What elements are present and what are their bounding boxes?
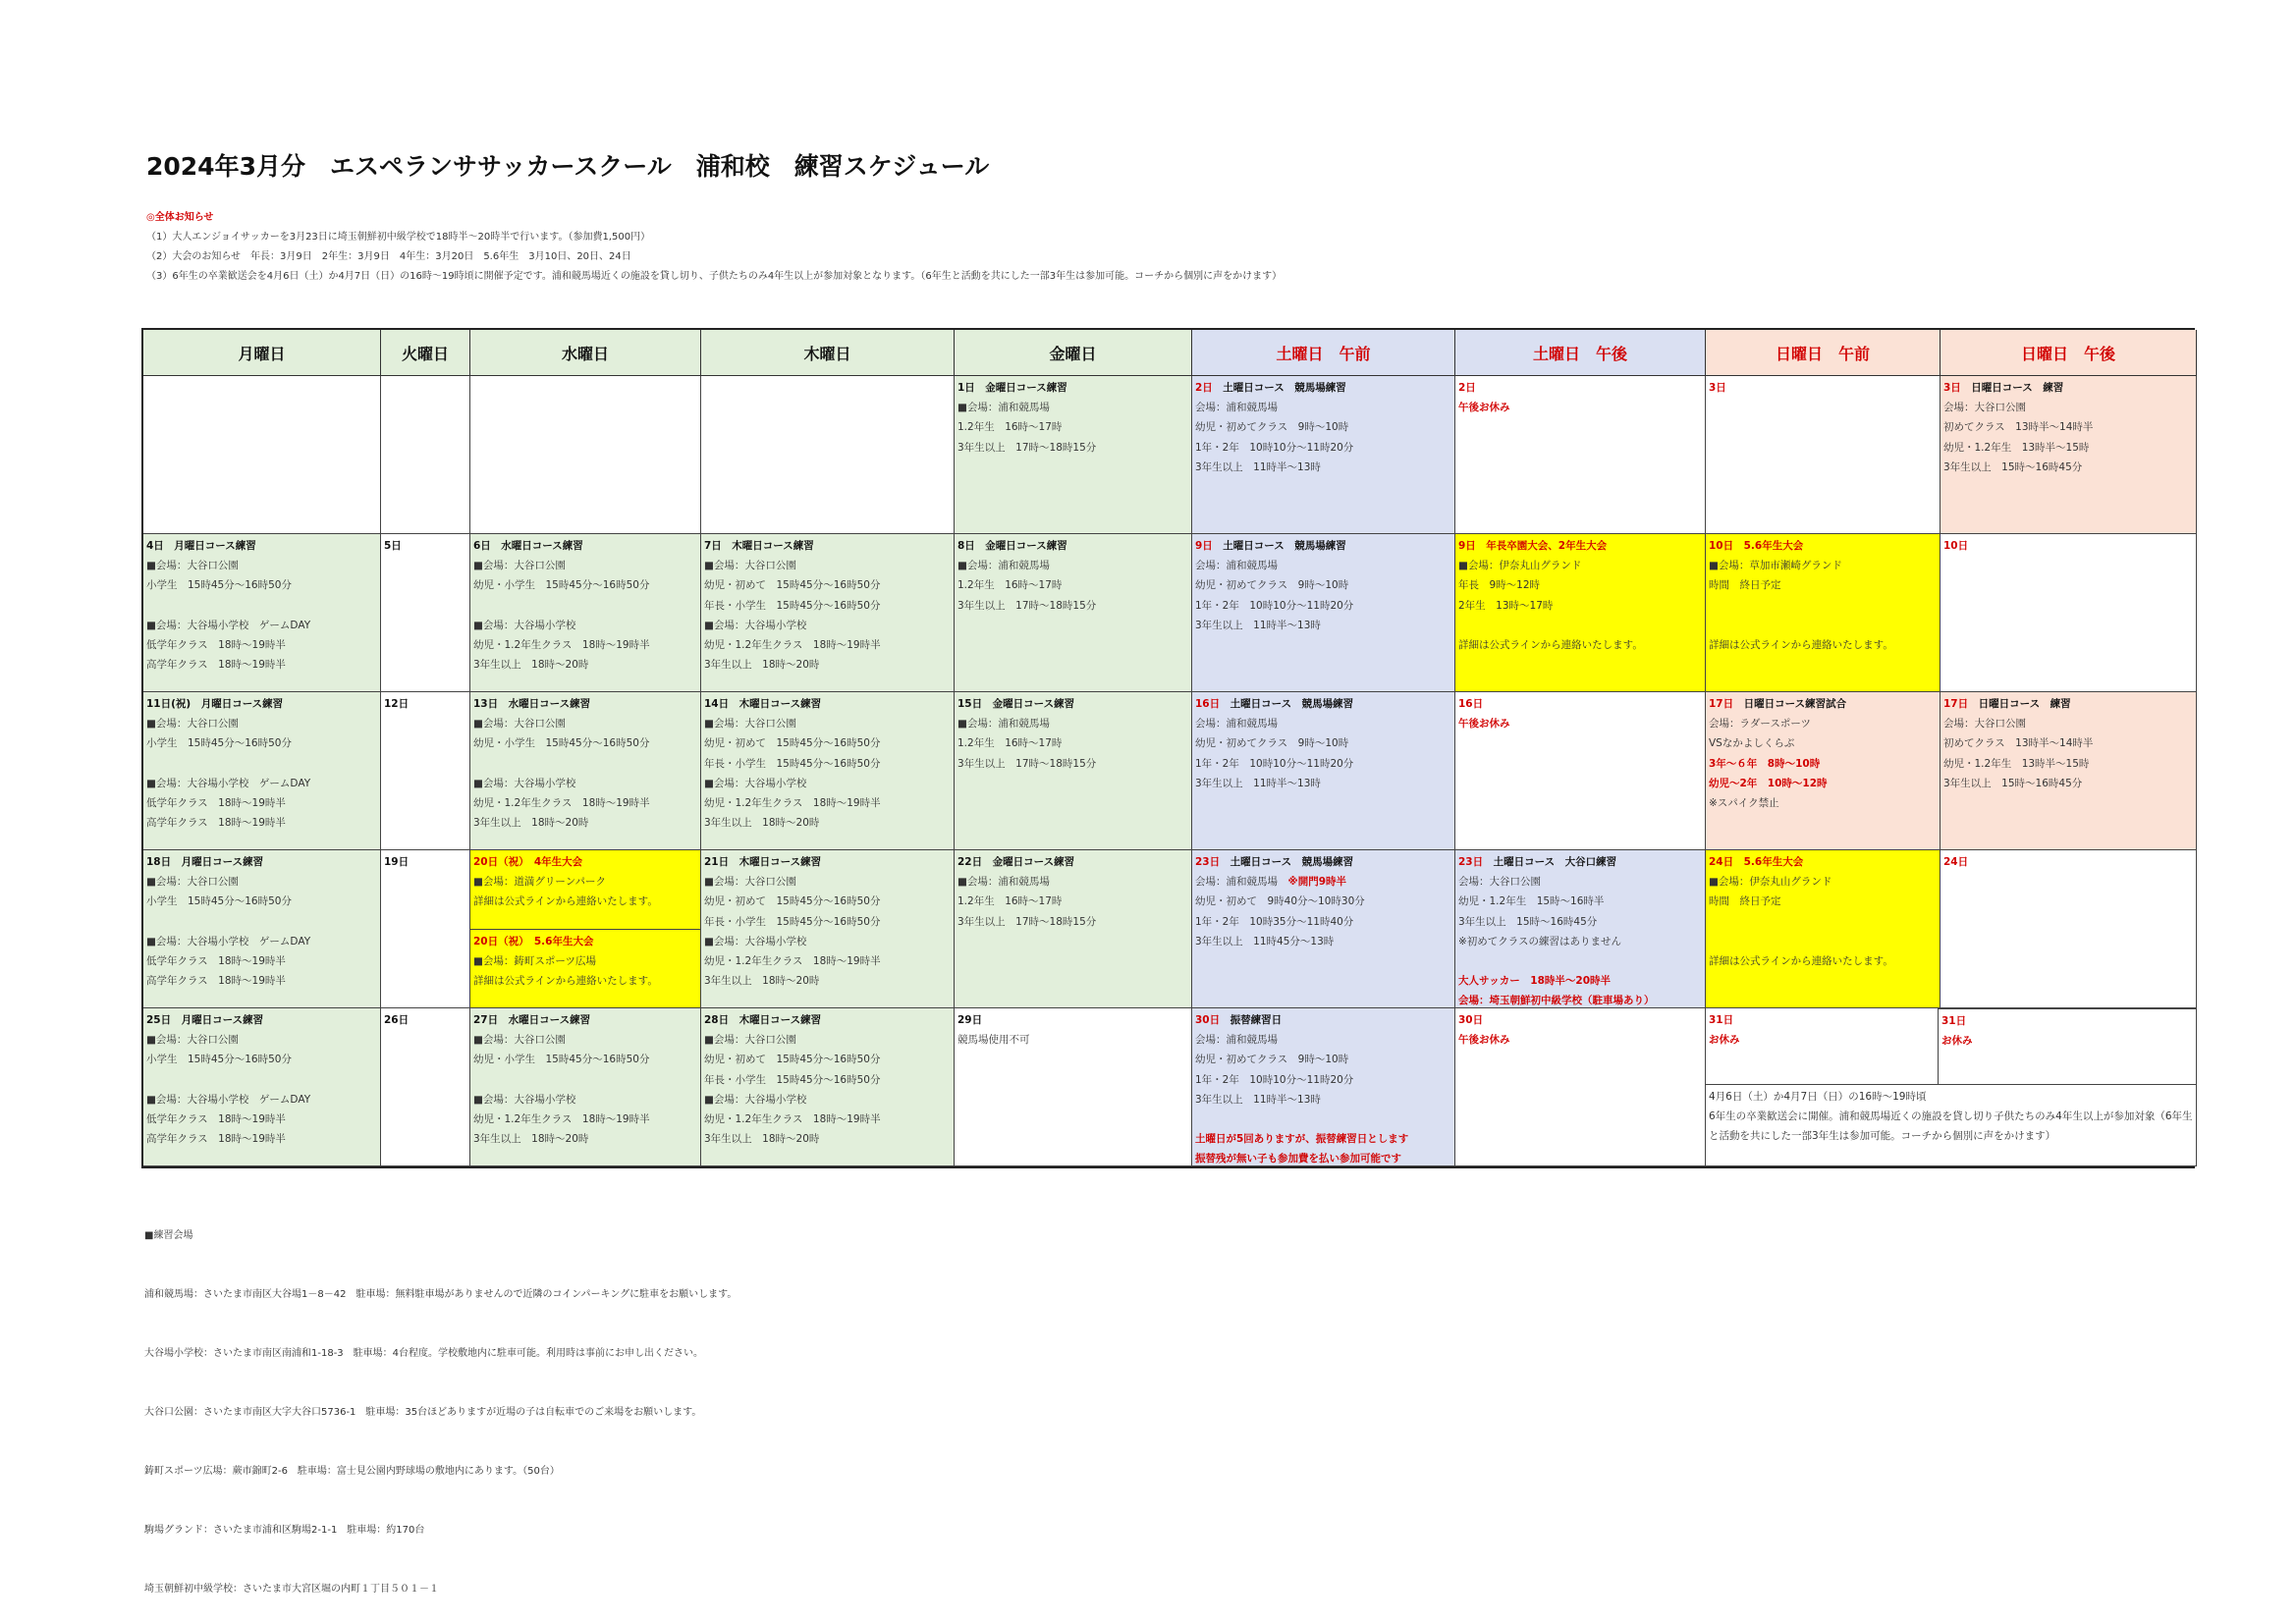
cell-line: 6日 水曜日コース練習 xyxy=(473,540,583,552)
venue-heading: ■練習会場 xyxy=(144,1230,193,1241)
column-header: 土曜日 午前 xyxy=(1192,330,1455,376)
cell-line: 3年生以上 11時半～13時 xyxy=(1195,777,1321,789)
date-label: 23日 xyxy=(1458,856,1484,868)
cell-line: 小学生 15時45分～16時50分 xyxy=(146,579,292,592)
cell-line: 10日 xyxy=(1943,540,1969,552)
cell-line: 低学年クラス 18時～19時半 xyxy=(146,796,286,809)
cell-line: 3年生以上 11時45分～13時 xyxy=(1195,935,1335,947)
day-cell xyxy=(701,376,955,534)
cell-line: 幼児・1.2年生クラス 18時～19時半 xyxy=(473,796,650,809)
cell-line-rest: 土曜日コース 競馬場練習 xyxy=(1212,382,1346,394)
day-cell xyxy=(1455,534,1706,692)
cell-line-rest: 土曜日コース 大谷口練習 xyxy=(1483,856,1617,868)
cell-line: 3年生以上 11時半～13時 xyxy=(1195,1093,1321,1106)
cell-line: ■会場：大谷口公園 xyxy=(146,1034,239,1047)
cell-line: 1.2年生 16時～17時 xyxy=(957,579,1063,592)
cell-line xyxy=(1709,912,1937,932)
cell-line-rest: 土曜日コース 競馬場練習 xyxy=(1220,856,1354,868)
cell-line: 20日（祝） 5.6年生大会 xyxy=(473,935,594,947)
cell-line: 幼児・初めて 15時45分～16時50分 xyxy=(704,1054,881,1066)
day-cell xyxy=(1192,692,1455,850)
cell-line: 3年生以上 18時～20時 xyxy=(704,1133,820,1146)
cell-line xyxy=(1458,951,1702,971)
cell-line: 1.2年生 16時～17時 xyxy=(957,421,1063,434)
venue-item: 駒場グランド：さいたま市浦和区駒場2-1-1 駐車場：約170台 xyxy=(144,1525,425,1536)
day-cell xyxy=(1192,534,1455,692)
venue-item: 浦和競馬場：さいたま市南区大谷場1－8－42 駐車場：無料駐車場がありませんので近隣のコインパーキングに駐車をお願いします。 xyxy=(144,1289,738,1300)
cell-line: 午後お休み xyxy=(1458,718,1510,731)
cell-line: 低学年クラス 18時～19時半 xyxy=(146,954,286,967)
day-cell xyxy=(955,850,1192,1008)
cell-line: 14日 木曜日コース練習 xyxy=(704,698,822,710)
cell-line: ■会場：大谷口公園 xyxy=(146,560,239,572)
cell-line: 28日 木曜日コース練習 xyxy=(704,1014,822,1026)
cell-line: 25日 月曜日コース練習 xyxy=(146,1014,264,1026)
cell-line: ■会場：大谷口公園 xyxy=(473,1034,566,1047)
column-header: 火曜日 xyxy=(381,330,470,376)
cell-line xyxy=(1458,852,1702,872)
cell-line: 26日 xyxy=(384,1014,410,1026)
cell-line: 時間 終日予定 xyxy=(1709,895,1781,908)
cell-line: ■会場：大谷口公園 xyxy=(704,1034,796,1047)
cell-line: 幼児・1.2年生クラス 18時～19時半 xyxy=(473,638,650,651)
cell-line: 3日 xyxy=(1709,382,1726,394)
cell-line: ■会場：大谷場小学校 xyxy=(704,619,807,631)
cell-line: 幼児・初めてクラス 9時～10時 xyxy=(1195,421,1349,434)
cell-line: 小学生 15時45分～16時50分 xyxy=(146,895,292,908)
day-cell xyxy=(381,850,470,1008)
date-label: 16日 xyxy=(1195,698,1221,710)
cell-line: 幼児・1.2年生 13時半～15時 xyxy=(1943,757,2090,770)
cell-line: 幼児・初めてクラス 9時～10時 xyxy=(1195,579,1349,592)
cell-line: ■会場：浦和競馬場 xyxy=(957,876,1050,889)
notice-item: （1）大人エンジョイサッカーを3月23日に埼玉朝鮮初中級学校で18時半～20時半で行います。（参加費1,500円） xyxy=(146,232,651,243)
cell-line: 10日 5.6年生大会 xyxy=(1709,540,1804,552)
cell-line: 16日 xyxy=(1458,698,1484,710)
cell-line: 2日 xyxy=(1458,382,1476,394)
cell-line: ※スパイク禁止 xyxy=(1709,797,1779,810)
column-header: 日曜日 午後 xyxy=(1941,330,2197,376)
cell-line: ■会場：大谷口公園 xyxy=(146,718,239,731)
cell-line: 29日 xyxy=(957,1014,983,1026)
cell-line: ■会場：大谷場小学校 ゲームDAY xyxy=(146,619,311,631)
cell-line: ■会場：大谷口公園 xyxy=(473,718,566,731)
cell-line: ■会場：大谷場小学校 ゲームDAY xyxy=(146,777,311,789)
cell-line: 27日 水曜日コース練習 xyxy=(473,1014,591,1026)
cell-line xyxy=(473,596,697,616)
cell-line: ■会場：大谷口公園 xyxy=(146,876,239,889)
cell-line: 会場：埼玉朝鮮初中級学校（駐車場あり） xyxy=(1458,995,1655,1007)
cell-line: 3年生以上 15時～16時45分 xyxy=(1943,460,2083,473)
cell-line: 7日 木曜日コース練習 xyxy=(704,540,814,552)
cell-line: 低学年クラス 18時～19時半 xyxy=(146,638,286,651)
cell-line: 幼児・初めて 15時45分～16時50分 xyxy=(704,895,881,908)
cell-line: 1日 金曜日コース練習 xyxy=(957,382,1067,394)
column-header: 日曜日 午前 xyxy=(1706,330,1941,376)
cell-line: VSなかよしくらぶ xyxy=(1709,737,1795,750)
cell-line: 18日 月曜日コース練習 xyxy=(146,856,264,868)
cell-line: お休み xyxy=(1941,1035,1973,1048)
day-cell xyxy=(1455,376,1706,534)
day-cell xyxy=(701,850,955,1008)
cell-line: ■会場：大谷口公園 xyxy=(704,560,796,572)
column-header: 金曜日 xyxy=(955,330,1192,376)
cell-line xyxy=(473,754,697,774)
date-label: 3日 xyxy=(1943,382,1961,394)
cell-line-rest: 日曜日コース 練習 xyxy=(1960,382,2064,394)
cell-line: 幼児・1.2年生 13時半～15時 xyxy=(1943,441,2090,454)
venue-item: 鋳町スポーツ広場：蕨市錦町2-6 駐車場：富士見公園内野球場の敷地内にあります。（50台） xyxy=(144,1466,560,1477)
cell-line: 幼児・1.2年生クラス 18時～19時半 xyxy=(704,639,881,652)
cell-line: 9日 年長卒園大会、2年生大会 xyxy=(1458,540,1608,552)
cell-line: 3年生以上 18時～20時 xyxy=(473,1133,589,1146)
cell-line: 年長 9時～12時 xyxy=(1458,579,1541,592)
cell-line: 幼児・小学生 15時45分～16時50分 xyxy=(473,579,650,592)
cell-line: ■会場：大谷場小学校 xyxy=(704,777,807,789)
cell-line: 幼児・初めて 9時40分～10時30分 xyxy=(1195,895,1365,908)
day-cell xyxy=(955,376,1192,534)
venue-item: 埼玉朝鮮初中級学校：さいたま市大宮区堀の内町１丁目５０１－１ xyxy=(144,1584,439,1595)
cell-subsection xyxy=(1939,1008,2196,1084)
cell-line xyxy=(1458,616,1702,635)
cell-line: 初めてクラス 13時半～14時半 xyxy=(1943,737,2094,750)
cell-line: ※初めてクラスの練習はありません xyxy=(1458,935,1621,947)
cell-line xyxy=(1195,378,1451,398)
column-header: 月曜日 xyxy=(143,330,381,376)
cell-line: 13日 水曜日コース練習 xyxy=(473,698,591,710)
cell-line: 3年生以上 17時～18時15分 xyxy=(957,599,1097,612)
cell-line: 24日 xyxy=(1943,856,1969,868)
day-cell xyxy=(955,1008,1192,1166)
cell-line xyxy=(146,912,377,932)
cell-line: 会場：浦和競馬場 xyxy=(1195,560,1278,572)
cell-line xyxy=(1195,1010,1451,1030)
day-cell xyxy=(1706,1008,2197,1166)
cell-line: 1.2年生 16時～17時 xyxy=(957,895,1063,908)
cell-line xyxy=(1195,694,1451,714)
cell-line: 3年生以上 15時～16時45分 xyxy=(1458,915,1598,928)
cell-line: ■会場：大谷口公園 xyxy=(473,560,566,572)
day-cell xyxy=(1941,534,2197,692)
cell-line: 24日 5.6年生大会 xyxy=(1709,856,1804,868)
cell-line: ■会場：大谷場小学校 ゲームDAY xyxy=(146,935,311,947)
cell-line: 3年生以上 18時～20時 xyxy=(704,817,820,830)
day-cell xyxy=(470,376,701,534)
cell-line: 初めてクラス 13時半～14時半 xyxy=(1943,421,2094,434)
cell-line xyxy=(1195,872,1451,892)
cell-line: 2年生 13時～17時 xyxy=(1458,599,1554,612)
cell-line: 競馬場使用不可 xyxy=(957,1034,1030,1047)
cell-line: 幼児・1.2年生クラス 18時～19時半 xyxy=(473,1112,650,1125)
cell-line: 幼児・小学生 15時45分～16時50分 xyxy=(473,737,650,750)
cell-line: ■会場：浦和競馬場 xyxy=(957,718,1050,731)
column-header: 土曜日 午後 xyxy=(1455,330,1706,376)
cell-line: 時間 終日予定 xyxy=(1709,579,1781,592)
date-label: 30日 xyxy=(1195,1014,1221,1026)
day-cell xyxy=(1706,534,1941,692)
cell-line: ■会場：伊奈丸山グランド xyxy=(1709,876,1832,889)
day-cell xyxy=(955,692,1192,850)
cell-line: 3年生以上 18時～20時 xyxy=(473,659,589,672)
cell-line: 3年生以上 17時～18時15分 xyxy=(957,757,1097,770)
cell-line xyxy=(1943,694,2193,714)
cell-line: 幼児～2年 10時～12時 xyxy=(1709,777,1828,789)
cell-line: 幼児・小学生 15時45分～16時50分 xyxy=(473,1054,650,1066)
cell-line: 午後お休み xyxy=(1458,1034,1510,1047)
cell-line: 低学年クラス 18時～19時半 xyxy=(146,1112,286,1125)
day-cell xyxy=(143,692,381,850)
cell-line-rest: 日曜日コース 練習 xyxy=(1968,698,2071,710)
day-cell xyxy=(470,1008,701,1166)
cell-line: 幼児・1.2年生クラス 18時～19時半 xyxy=(704,797,881,810)
venue-item: 大谷口公園：さいたま市南区大字大谷口5736-1 駐車場：35台ほどありますが近場の子は自転車でのご来場をお願いします。 xyxy=(144,1407,702,1418)
cell-line: 詳細は公式ラインから連絡いたします。 xyxy=(1709,954,1893,967)
cell-line: 1年・2年 10時10分～11時20分 xyxy=(1195,757,1354,770)
cell-line: 幼児・1.2年生クラス 18時～19時半 xyxy=(704,955,881,968)
cell-line: 詳細は公式ラインから連絡いたします。 xyxy=(1709,638,1893,651)
event-note: 4月6日（土）か4月7日（日）の16時～19時頃 6年生の卒業歓送会に開催。浦和競馬場近くの施設を貸し切り子供たちのみ4年生以上が参加対象（6年生と活動を共にした一部3年生は参加可能。コーチから個別に声をかけます） xyxy=(1706,1084,2196,1165)
day-cell xyxy=(470,534,701,692)
cell-line: 詳細は公式ラインから連絡いたします。 xyxy=(473,895,658,908)
notice-section xyxy=(146,208,1282,287)
column-header: 木曜日 xyxy=(701,330,955,376)
cell-line: 幼児・1.2年生クラス 18時～19時半 xyxy=(704,1113,881,1126)
cell-line: 小学生 15時45分～16時50分 xyxy=(146,737,292,750)
day-cell xyxy=(143,850,381,1008)
cell-line: ■会場：大谷場小学校 xyxy=(704,935,807,947)
cell-line xyxy=(1709,694,1937,714)
day-cell xyxy=(1192,376,1455,534)
cell-line-rest: 振替練習日 xyxy=(1220,1014,1283,1026)
day-cell xyxy=(143,376,381,534)
notice-heading: ◎全体お知らせ xyxy=(146,212,214,223)
day-cell xyxy=(1941,692,2197,850)
cell-line xyxy=(146,596,377,616)
day-cell xyxy=(701,534,955,692)
cell-line xyxy=(1709,932,1937,951)
cell-line: 15日 金曜日コース練習 xyxy=(957,698,1075,710)
cell-line xyxy=(146,754,377,774)
day-cell xyxy=(701,692,955,850)
cell-line: 幼児・初めてクラス 9時～10時 xyxy=(1195,737,1349,750)
day-cell xyxy=(1192,850,1455,1008)
day-cell xyxy=(701,1008,955,1166)
cell-line: 会場：大谷口公園 xyxy=(1943,402,2026,414)
cell-line xyxy=(473,1070,697,1090)
cell-line: ■会場：伊奈丸山グランド xyxy=(1458,560,1582,572)
cell-line: 高学年クラス 18時～19時半 xyxy=(146,817,286,830)
cell-line: 高学年クラス 18時～19時半 xyxy=(146,1133,286,1146)
date-label: 23日 xyxy=(1195,856,1221,868)
day-cell xyxy=(381,692,470,850)
cell-line: 19日 xyxy=(384,856,410,868)
cell-line: 30日 xyxy=(1458,1014,1484,1026)
cell-line: 20日（祝） 4年生大会 xyxy=(473,856,583,868)
cell-line: 8日 金曜日コース練習 xyxy=(957,540,1067,552)
cell-subsection xyxy=(1706,1008,1939,1084)
cell-line: ■会場：道満グリーンパーク xyxy=(473,876,606,889)
cell-line: 年長・小学生 15時45分～16時50分 xyxy=(704,599,881,612)
date-label: 2日 xyxy=(1195,382,1213,394)
cell-line: 3年～６年 8時～10時 xyxy=(1709,757,1821,770)
day-cell xyxy=(381,376,470,534)
cell-line: 1年・2年 10時35分～11時40分 xyxy=(1195,915,1354,928)
cell-line: 4日 月曜日コース練習 xyxy=(146,540,256,552)
cell-line: 1年・2年 10時10分～11時20分 xyxy=(1195,441,1354,454)
cell-line: ■会場：大谷口公園 xyxy=(704,718,796,731)
cell-line: 大人サッカー 18時半～20時半 xyxy=(1458,975,1612,988)
cell-subsection xyxy=(470,929,700,1008)
cell-line: 5日 xyxy=(384,540,402,552)
date-label: 9日 xyxy=(1195,540,1213,552)
cell-line: 詳細は公式ラインから連絡いたします。 xyxy=(1458,638,1643,651)
day-cell xyxy=(1941,850,2197,1008)
page-title: 2024年3月分 エスペランササッカースクール 浦和校 練習スケジュール xyxy=(146,152,990,181)
cell-line: 3年生以上 18時～20時 xyxy=(473,817,589,830)
cell-line: ■会場：大谷場小学校 xyxy=(473,777,576,789)
cell-line: 会場：浦和競馬場 xyxy=(1195,402,1278,414)
cell-line: 土曜日が5回ありますが、振替練習日とします xyxy=(1195,1133,1409,1146)
day-cell xyxy=(143,1008,381,1166)
cell-line: 幼児・初めて 15時45分～16時50分 xyxy=(704,737,881,750)
day-cell xyxy=(381,1008,470,1166)
cell-line: 3年生以上 18時～20時 xyxy=(704,975,820,988)
day-cell xyxy=(1706,376,1941,534)
cell-line: ■会場：大谷口公園 xyxy=(704,876,796,889)
cell-line: 会場：大谷口公園 xyxy=(1943,718,2026,731)
cell-line: 会場：ラダースポーツ xyxy=(1709,718,1811,731)
cell-line: ■会場：大谷場小学校 ゲームDAY xyxy=(146,1093,311,1106)
cell-line: ■会場：大谷場小学校 xyxy=(704,1093,807,1106)
day-cell xyxy=(143,534,381,692)
date-label: 17日 xyxy=(1709,698,1734,710)
cell-line: お休み xyxy=(1709,1034,1740,1047)
cell-line: 幼児・1.2年生 15時～16時半 xyxy=(1458,895,1605,908)
day-cell xyxy=(470,692,701,850)
cell-line: 会場：大谷口公園 xyxy=(1458,876,1541,889)
cell-line: 11日(祝) 月曜日コース練習 xyxy=(146,698,284,710)
notice-mark: ※開門9時半 xyxy=(1287,876,1347,889)
cell-line: 午後お休み xyxy=(1458,402,1510,414)
cell-line xyxy=(1709,596,1937,616)
cell-line: ■会場：浦和競馬場 xyxy=(957,402,1050,414)
venue-item: 大谷場小学校：さいたま市南区南浦和1-18-3 駐車場：4台程度。学校敷地内に駐車可能。利用時は事前にお申し出ください。 xyxy=(144,1348,704,1359)
schedule-table xyxy=(141,328,2195,1168)
cell-line: 小学生 15時45分～16時50分 xyxy=(146,1054,292,1066)
cell-line: 幼児・初めて 15時45分～16時50分 xyxy=(704,579,881,592)
cell-line: ■会場：鋳町スポーツ広場 xyxy=(473,954,597,967)
cell-line xyxy=(146,1070,377,1090)
cell-line: 1.2年生 16時～17時 xyxy=(957,737,1063,750)
cell-line: 会場：浦和競馬場 xyxy=(1195,1034,1278,1047)
cell-line: ■会場：大谷場小学校 xyxy=(473,1093,576,1106)
day-cell xyxy=(1455,1008,1706,1166)
cell-line: 3年生以上 17時～18時15分 xyxy=(957,915,1097,928)
cell-line: 年長・小学生 15時45分～16時50分 xyxy=(704,1073,881,1086)
day-cell xyxy=(1706,850,1941,1008)
cell-line: 幼児・初めてクラス 9時～10時 xyxy=(1195,1054,1349,1066)
cell-line: ■会場：大谷場小学校 xyxy=(473,619,576,631)
cell-line: 年長・小学生 15時45分～16時50分 xyxy=(704,757,881,770)
cell-line: 3年生以上 11時半～13時 xyxy=(1195,460,1321,473)
cell-line: 年長・小学生 15時45分～16時50分 xyxy=(704,915,881,928)
cell-line xyxy=(1195,536,1451,556)
cell-line: 22日 金曜日コース練習 xyxy=(957,856,1075,868)
cell-line: 詳細は公式ラインから連絡いたします。 xyxy=(473,974,658,987)
day-cell xyxy=(1455,692,1706,850)
cell-line xyxy=(1195,1110,1451,1129)
venue-list xyxy=(144,1187,737,1619)
cell-line: 1年・2年 10時10分～11時20分 xyxy=(1195,1073,1354,1086)
day-cell xyxy=(381,534,470,692)
day-cell xyxy=(470,850,701,1008)
cell-line: 高学年クラス 18時～19時半 xyxy=(146,975,286,988)
cell-line-rest: 土曜日コース 競馬場練習 xyxy=(1212,540,1346,552)
cell-line xyxy=(1943,378,2193,398)
cell-line xyxy=(1709,616,1937,635)
cell-line: 3年生以上 18時～20時 xyxy=(704,659,820,672)
cell-line: ■会場：草加市瀬崎グランド xyxy=(1709,560,1842,572)
day-cell xyxy=(1706,692,1941,850)
date-label: 17日 xyxy=(1943,698,1969,710)
cell-line: 31日 xyxy=(1941,1015,1967,1027)
cell-line: 12日 xyxy=(384,698,410,710)
cell-subsection xyxy=(1706,1008,2196,1084)
cell-line: 会場：浦和競馬場 xyxy=(1195,718,1278,731)
cell-line-text: 会場：浦和競馬場 xyxy=(1195,876,1288,889)
cell-line: 3年生以上 11時半～13時 xyxy=(1195,619,1321,631)
cell-line: 振替残が無い子も参加費を払い参加可能です xyxy=(1195,1153,1401,1165)
day-cell xyxy=(955,534,1192,692)
day-cell xyxy=(1192,1008,1455,1166)
cell-line: 3年生以上 15時～16時45分 xyxy=(1943,777,2083,789)
cell-line: 21日 木曜日コース練習 xyxy=(704,856,822,868)
cell-line xyxy=(1195,852,1451,872)
day-cell xyxy=(1455,850,1706,1008)
cell-line: 高学年クラス 18時～19時半 xyxy=(146,659,286,672)
cell-line: 1年・2年 10時10分～11時20分 xyxy=(1195,599,1354,612)
cell-line-rest: 日曜日コース練習試合 xyxy=(1733,698,1847,710)
cell-line: 3年生以上 17時～18時15分 xyxy=(957,441,1097,454)
notice-item: （3）6年生の卒業歓送会を4月6日（土）か4月7日（日）の16時～19時頃に開催予定です。浦和競馬場近くの施設を貸し切り、子供たちのみ4年生以上が参加対象となります。（6年生と活動を共にした一部3年生は参加可能。コーチから個別に声をかけます） xyxy=(146,271,1283,282)
cell-line: ■会場：浦和競馬場 xyxy=(957,560,1050,572)
cell-line-rest: 土曜日コース 競馬場練習 xyxy=(1220,698,1354,710)
day-cell xyxy=(1941,376,2197,534)
notice-item: （2）大会のお知らせ 年長：3月9日 2年生：3月9日 4年生：3月20日 5.6年生 3月10日、20日、24日 xyxy=(146,251,631,262)
column-header: 水曜日 xyxy=(470,330,701,376)
cell-subsection xyxy=(470,850,700,929)
cell-line: 31日 xyxy=(1709,1014,1734,1026)
